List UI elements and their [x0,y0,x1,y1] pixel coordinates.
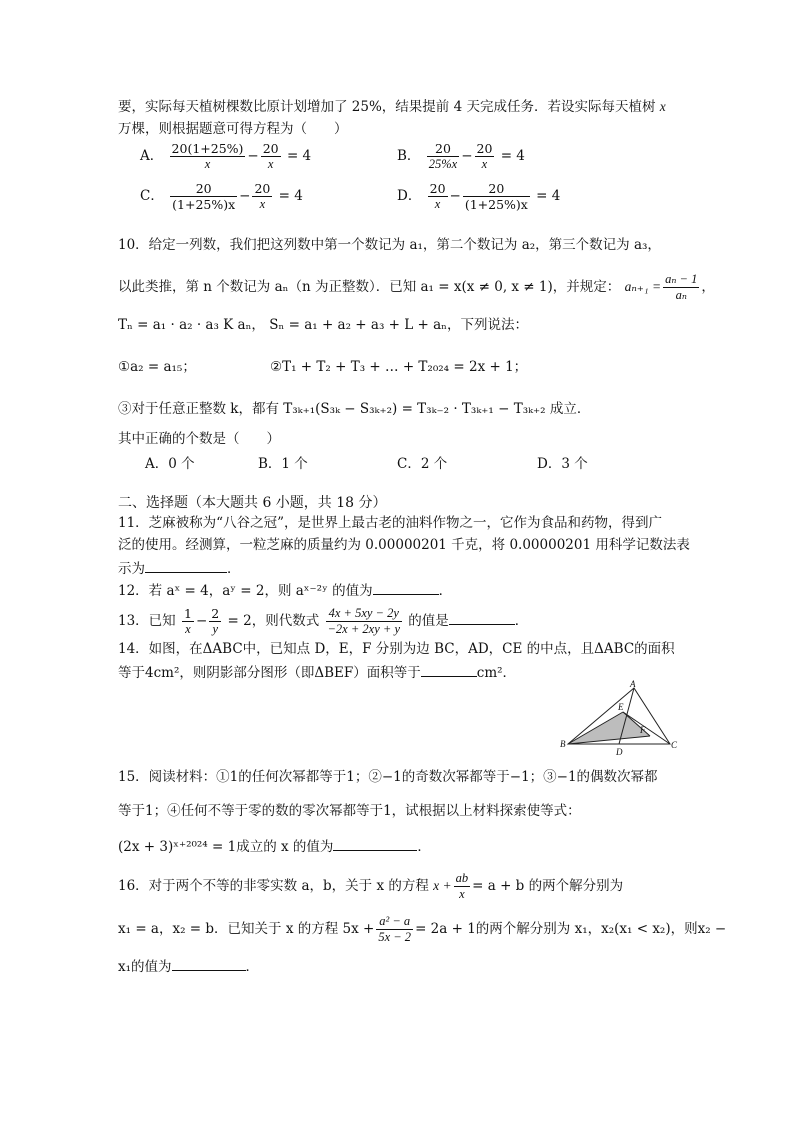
label-f: F [640,725,646,735]
q10-option-d[interactable]: D．3 个 [537,456,588,472]
answer-blank[interactable] [449,610,515,625]
answer-blank[interactable] [172,956,246,971]
label-b: B [560,739,566,749]
answer-blank[interactable] [333,836,417,851]
q10-question: 其中正确的个数是（ ） [118,431,280,447]
q9-line2: 万棵，则根据题意可得方程为（ ） [118,121,348,137]
label-c: C [671,740,678,750]
q10-line2: 以此类推，第 n 个数记为 aₙ（n 为正整数）．已知 a₁ = x(x ≠ 0, x ≠ 1)，并规定： aₙ₊₁ = $\frac{\text{aₙ − 1}}{\text{aₙ}}$ ， [118,272,715,302]
answer-blank[interactable] [421,662,477,677]
q16-line1: 16．对于两个不等的非零实数 a，b，关于 x 的方程 x + $\frac{ab}{x}$ = a + b 的两个解分别为 [118,871,624,901]
q10-option-c[interactable]: C．2 个 [397,456,448,472]
q12: 12．若 aˣ = 4，aʸ = 2，则 aˣ⁻²ʸ 的值为 ． [118,580,452,600]
q9-option-b[interactable]: B． $\frac{20}{25\%x}$ − $\frac{20}{x}$ = 4 [397,141,525,171]
triangle-figure [560,680,680,760]
q16-line2: x₁ = a，x₂ = b．已知关于 x 的方程 5x + $\frac{\text{a² − a}}{5x - 2}$ = 2a + 1的两个解分别为 x₁，x₂(x₁ < x₂)，则x₂ − [118,914,727,944]
q13: 13．已知 $\frac{1}{x}$ − $\frac{2}{y}$ = 2，则代数式 $\frac{4x + 5xy - 2y}{-2x + 2xy + y}$ 的值是 ． [118,606,529,636]
q9-line1: 要，实际每天植树棵数比原计划增加了 25%，结果提前 4 天完成任务．若设实际每天植树 x [118,99,666,115]
section-title: 二、选择题（本大题共 6 小题，共 18 分） [118,495,387,511]
q10-statement-2: ②T₁ + T₂ + T₃ + … + T₂₀₂₄ = 2x + 1； [270,359,528,375]
answer-blank[interactable] [145,558,227,573]
q10-line3: Tₙ = a₁ · a₂ · a₃ K aₙ， Sₙ = a₁ + a₂ + a₃ + L + aₙ，下列说法： [118,317,529,333]
q10-option-b[interactable]: B．1 个 [258,456,308,472]
q10-statement-3: ③对于任意正整数 k，都有 T₃ₖ₊₁(S₃ₖ − S₃ₖ₊₂) = T₃ₖ₋₂ · T₃ₖ₊₁ − T₃ₖ₊₂ 成立． [118,401,591,417]
q14-line2: 等于4cm²，则阴影部分图形（即ΔBEF）面积等于 cm²． [118,662,516,682]
q9-option-d[interactable]: D． $\frac{20}{x}$ − $\frac{20}{(1+25\%)x}$ = 4 [397,181,561,212]
q11-line2: 泛的使用。经测算，一粒芝麻的质量约为 0.00000201 千克，将 0.00000201 用科学记数法表 [118,537,690,553]
label-e: E [618,702,624,712]
q14-line1: 14．如图，在ΔABC中，已知点 D，E，F 分别为边 BC，AD，CE 的中点，且ΔABC的面积 [118,641,675,657]
shaded-triangle-bef [568,712,650,744]
q10-line1: 10．给定一列数，我们把这列数中第一个数记为 a₁，第二个数记为 a₂，第三个数记为 a₃， [118,237,661,253]
label-a: A [630,680,636,689]
q9-option-c[interactable]: C． $\frac{20}{(1+25\%)x}$ − $\frac{20}{x}$ = 4 [140,181,303,212]
q11-line1: 11．芝麻被称为“八谷之冠”，是世界上最古老的油料作物之一，它作为食品和药物，得到广 [118,515,662,531]
q10-option-a[interactable]: A．0 个 [145,456,195,472]
q10-statement-1: ①a₂ = a₁₅； [118,359,196,375]
q15-line1: 15．阅读材料：①1的任何次幂都等于1；②−1的奇数次幂都等于−1；③−1的偶数次幂都 [118,769,658,785]
answer-blank[interactable] [373,580,439,595]
q11-line3: 示为 ． [118,558,241,578]
q15-line3: (2x + 3)ˣ⁺²⁰²⁴ = 1成立的 x 的值为 ． [118,836,431,856]
q16-line3: x₁的值为 ． [118,956,259,976]
q9-option-a[interactable]: A． $\frac{20(1+25\%)}{x}$ − $\frac{20}{x}$ = 4 [140,141,312,171]
q15-line2: 等于1；④任何不等于零的数的零次幂都等于1，试根据以上材料探索使等式： [118,803,581,819]
label-d: D [616,747,623,757]
